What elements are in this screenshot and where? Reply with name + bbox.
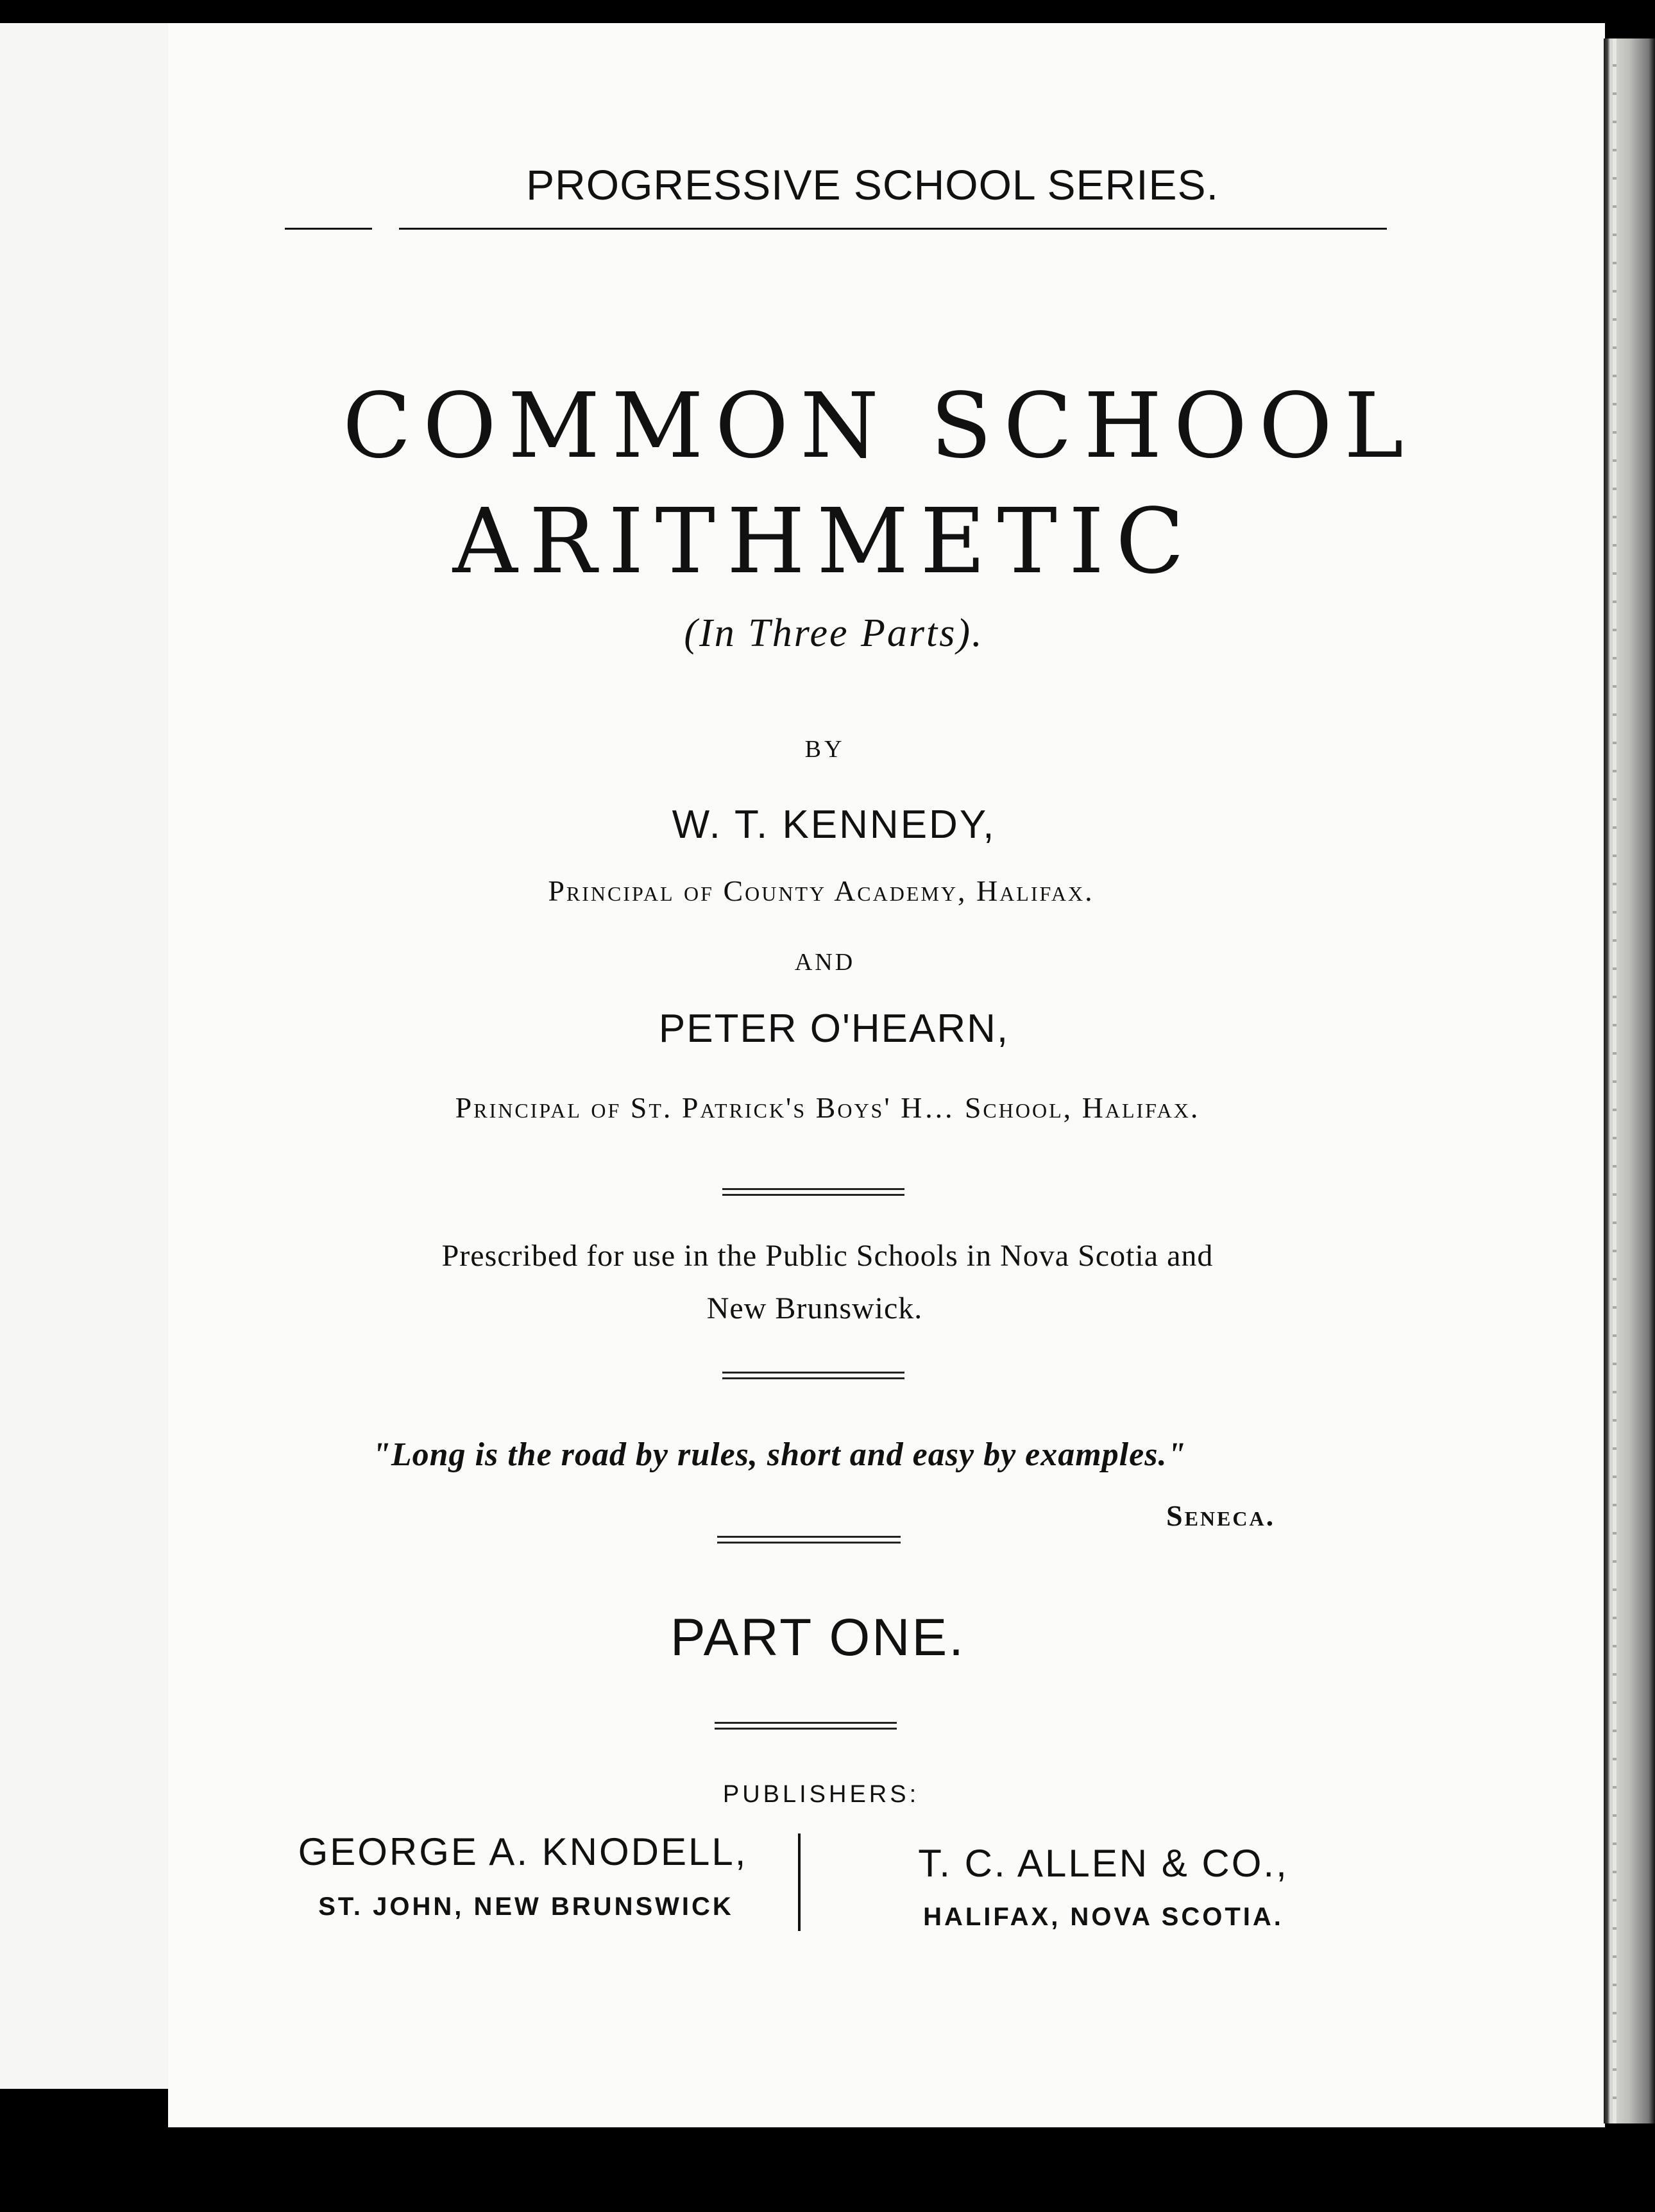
prescribed-line2: New Brunswick. bbox=[706, 1291, 923, 1325]
publishers-label: PUBLISHERS: bbox=[722, 1781, 920, 1808]
double-rule-1 bbox=[722, 1188, 904, 1196]
title-page bbox=[168, 23, 1605, 2127]
quote: "Long is the road by rules, short and easy by examples." bbox=[372, 1436, 1187, 1473]
book-title-line2: ARITHMETIC bbox=[452, 489, 1196, 594]
header-rule-long bbox=[399, 228, 1387, 230]
by-label: BY bbox=[804, 736, 845, 763]
part-heading: PART ONE. bbox=[670, 1608, 965, 1667]
series-header: PROGRESSIVE SCHOOL SERIES. bbox=[526, 161, 1219, 208]
and-label: AND bbox=[794, 949, 856, 976]
author2-name: PETER O'HEARN, bbox=[658, 1007, 1010, 1051]
author1-title: Principal of County Academy, Halifax. bbox=[548, 874, 1094, 907]
publisher1-name: GEORGE A. KNODELL, bbox=[298, 1830, 748, 1873]
book-title-line1: COMMON SCHOOL bbox=[342, 374, 1415, 479]
facing-page-edge bbox=[0, 23, 190, 2089]
page-stack-edge bbox=[1604, 38, 1655, 2123]
publisher1-place: ST. JOHN, NEW BRUNSWICK bbox=[318, 1893, 734, 1921]
publisher-divider bbox=[798, 1833, 801, 1931]
double-rule-4 bbox=[715, 1722, 897, 1730]
author2-title: Principal of St. Patrick's Boys' H… School, Halifax. bbox=[455, 1091, 1200, 1124]
publisher2-place: HALIFAX, NOVA SCOTIA. bbox=[923, 1903, 1284, 1931]
header-rule-short bbox=[285, 228, 372, 230]
parts-note: (In Three Parts). bbox=[684, 611, 984, 655]
double-rule-2 bbox=[722, 1372, 904, 1379]
quote-author: Seneca. bbox=[1166, 1499, 1276, 1532]
publisher2-name: T. C. ALLEN & CO., bbox=[918, 1842, 1289, 1885]
double-rule-3 bbox=[717, 1536, 901, 1544]
author1-name: W. T. KENNEDY, bbox=[672, 803, 996, 847]
prescribed-line1: Prescribed for use in the Public Schools in Nova Scotia and bbox=[441, 1239, 1214, 1273]
